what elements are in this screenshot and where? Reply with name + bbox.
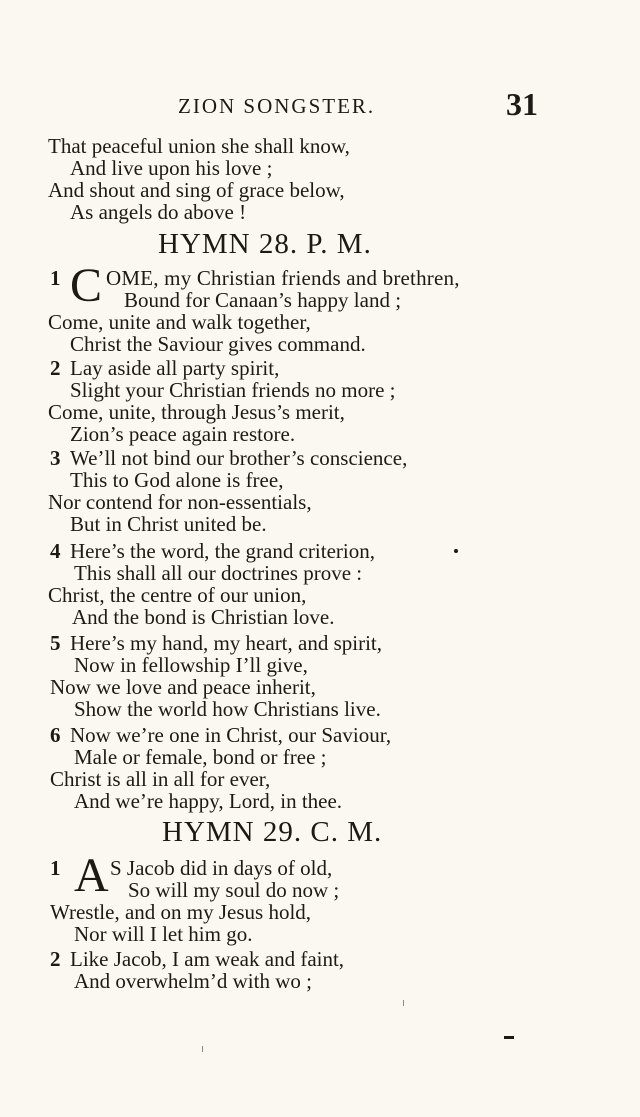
continuation-line: And live upon his love ; [70, 156, 273, 180]
verse-line: Zion’s peace again restore. [70, 422, 296, 446]
verse-number: 4 [50, 539, 61, 563]
verse-number: 2 [50, 947, 61, 971]
verse-line: Like Jacob, I am weak and faint, [70, 947, 345, 971]
ink-speck [202, 1046, 203, 1052]
verse-line: This shall all our doctrines prove : [74, 561, 363, 585]
verse-line: And we’re happy, Lord, in thee. [74, 789, 343, 813]
verse-line: This to God alone is free, [70, 468, 284, 492]
continuation-line: That peaceful union she shall know, [48, 134, 350, 158]
hymn-29-heading: HYMN 29. C. M. [162, 816, 383, 848]
verse-number: 5 [50, 631, 61, 655]
verse-line: S Jacob did in days of old, [110, 856, 333, 880]
running-title: ZION SONGSTER. [178, 94, 376, 118]
verse-line: Now we’re one in Christ, our Saviour, [70, 723, 392, 747]
verse-line: We’ll not bind our brother’s conscience, [70, 446, 408, 470]
verse-number: 3 [50, 446, 61, 470]
verse-line: OME, my Christian friends and brethren, [106, 266, 460, 290]
ink-speck [454, 549, 458, 553]
verse-line: Show the world how Christians live. [74, 697, 381, 721]
ink-speck [403, 1000, 404, 1006]
verse-line: And the bond is Christian love. [72, 605, 335, 629]
verse-number: 1 [50, 856, 61, 880]
verse-number: 2 [50, 356, 61, 380]
verse-line: Nor contend for non-essentials, [48, 490, 312, 514]
drop-cap-initial: C [70, 259, 103, 312]
verse-line: Here’s the word, the grand criterion, [70, 539, 375, 563]
printer-dash-mark [504, 1036, 514, 1039]
verse-number: 1 [50, 266, 61, 290]
verse-line: Now we love and peace inherit, [50, 675, 316, 699]
verse-line: But in Christ united be. [70, 512, 267, 536]
verse-line: Now in fellowship I’ll give, [74, 653, 308, 677]
page-number: 31 [506, 86, 538, 122]
drop-cap-initial: A [74, 849, 109, 902]
verse-line: Male or female, bond or free ; [74, 745, 327, 769]
hymn-28-heading: HYMN 28. P. M. [158, 228, 372, 260]
verse-line: Here’s my hand, my heart, and spirit, [70, 631, 383, 655]
verse-line: Christ the Saviour gives command. [70, 332, 366, 356]
verse-line: Christ, the centre of our union, [48, 583, 307, 607]
verse-line: Come, unite and walk together, [48, 310, 311, 334]
verse-line: Wrestle, and on my Jesus hold, [50, 900, 312, 924]
verse-line: Christ is all in all for ever, [50, 767, 271, 791]
verse-line: So will my soul do now ; [128, 878, 340, 902]
verse-line: Slight your Christian friends no more ; [70, 378, 396, 402]
verse-line: Nor will I let him go. [74, 922, 253, 946]
continuation-line: As angels do above ! [70, 200, 247, 224]
verse-line: Come, unite, through Jesus’s merit, [48, 400, 345, 424]
verse-line: Lay aside all party spirit, [70, 356, 280, 380]
verse-line: And overwhelm’d with wo ; [74, 969, 312, 993]
verse-line: Bound for Canaan’s happy land ; [124, 288, 402, 312]
continuation-line: And shout and sing of grace below, [48, 178, 345, 202]
verse-number: 6 [50, 723, 61, 747]
